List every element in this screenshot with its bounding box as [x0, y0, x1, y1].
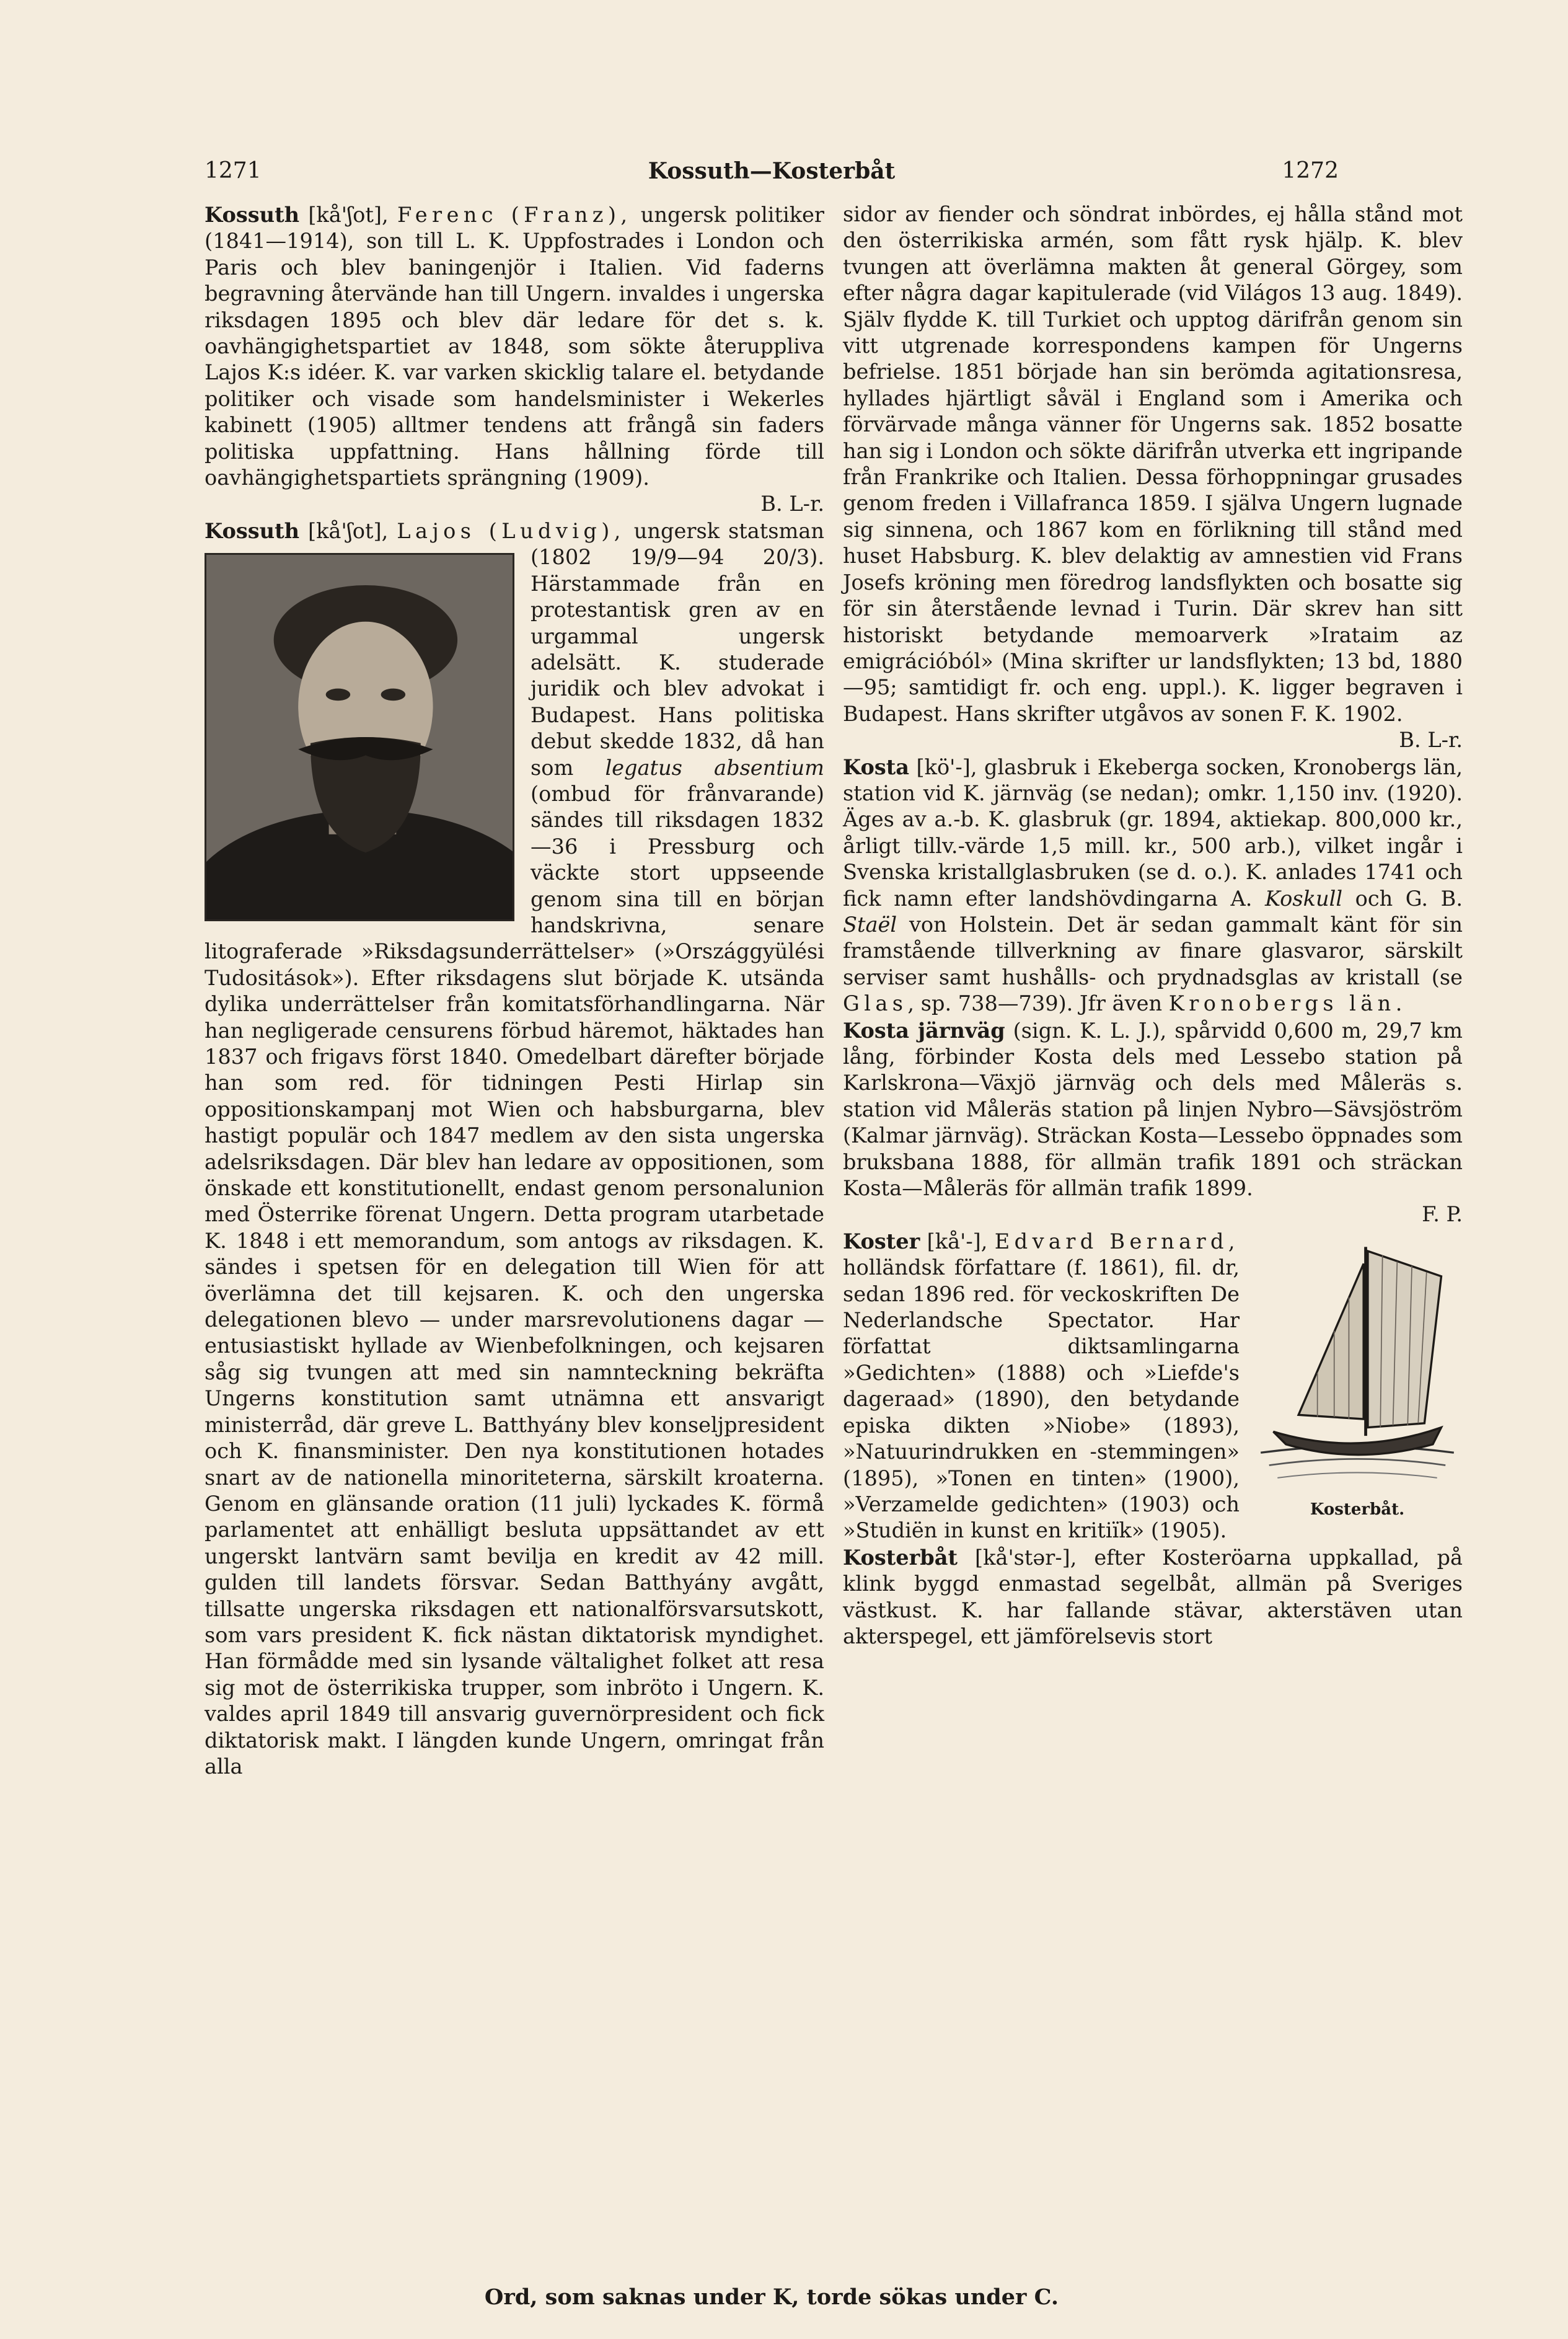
signature: B. L-r. [760, 492, 824, 516]
page-number-right: 1272 [1282, 158, 1339, 183]
given-name: Lajos (Ludvig), [397, 518, 625, 543]
page-footer-note: Ord, som saknas under K, torde sökas under C. [484, 2284, 1059, 2310]
portrait-image [205, 553, 514, 921]
cross-reference: Kronobergs län [1168, 991, 1396, 1016]
entry-kossuth-lajos-continued: sidor av fiender och söndrat inbördes, ej hålla stånd mot den österrikiska armén, som fått rysk hjälp. K. blev tvungen att överlämna makten åt general Görgey, som efter några dagar kapitulerade (vid Világos 13 aug. 1849). Själv flydde K. till Turkiet och upptog därifrån genom sin vitt utgrenade korrespondens kampen för Ungerns befrielse. 1851 började han sin berömda agitationsresa, hyllades hjärtligt såväl i England som i Amerika och förvärvade många vänner för Ungerns sak. 1852 bosatte han sig i London och sökte därifrån utverka ett ingripande från Frankrike och Italien. Dessa förhoppningar grusades genom freden i Villafranca 1859. I själva Ungern lugnade sig sinnena, och 1867 kom en förlikning till stånd med huset Habsburg. K. blev delaktig av amnestien vid Frans Josefs kröning men föredrog landsflykten och bosatte sig för sin återstående levnad i Turin. Där skrev han sitt historiskt betydande memoarverk »Irataim az emigrációból» (Mina skrifter ur landsflykten; 13 bd, 1880—95; samtidigt fr. och eng. uppl.). K. ligger begraven i Budapest. Hans skrifter utgåvos av sonen F. K. 1902. B. L-r. [843, 201, 1463, 754]
headword: Kossuth [205, 518, 299, 543]
page-header [205, 158, 1339, 195]
signature: B. L-r. [1399, 728, 1463, 753]
entry-kossuth-lajos: Kossuth [kå'ʃot], Lajos (Ludvig), ungersk statsman (1802 19/9—94 20/3). Härstammade från en protestantisk gren av en urgammal ungersk adelsätt. K. studerade juridik och blev advokat i Budapest. Hans politiska debut skedde 1832, då han som legatus absentium (ombud för frånvarande) sändes till riksdagen 1832—36 i Pressburg och väckte stort uppseende genom sina till en början handskrivna, senare litograferade »Riksdagsunderrättelser» (»Országgyülési Tudositások»). Efter riksdagens slut började K. utsända dylika underrättelser från komitatsförhandlingarna. När han negligerade censurens förbud häremot, häktades han 1837 och frigavs först 1840. Omedelbart därefter började han som red. för tidningen Pesti Hirlap sin oppositionskampanj mot Wien och habsburgarna, blev hastigt populär och 1847 medlem av den sista ungerska adelsriksdagen. Där blev han ledare av oppositionen, som önskade ett konstitutionellt, endast genom personalunion med Österrike förenat Ungern. Detta program utarbetade K. 1848 i ett memorandum, som antogs av riksdagen. K. sändes i spetsen för en delegation till Wien för att överlämna det till kejsaren. K. och den ungerska delegationen blevo — under marsrevolutionens dagar — entusiastiskt hyllade av Wienbefolkningen, och kejsaren såg sig tvungen att med sin namnteckning bekräfta Ungerns konstitution samt utnämna ett ansvarigt ministerråd, där greve L. Batthyány blev konseljpresident och K. finansminister. Den nya konstitutionen hotades snart av de nationella minoriteterna, särskilt kroaterna. Genom en glänsande oration (11 juli) lyckades K. förmå parlamentet att enhälligt besluta uppsättandet av ett ungerskt lantvärn samt bevilja en kredit av 42 mill. gulden till landets försvar. Sedan Batthyány avgått, tillsatte ungerska riksdagen ett nationalförsvarsutskott, som vars president K. fick nästan diktatorisk myndighet. Han förmådde med sin lysande vältalighet folket att resa sig mot de österrikiska trupper, som inbröto i Ungern. K. valdes april 1849 till ansvarig guvernörpresident och fick diktatorisk makt. I längden kunde Ungern, omringat från alla [205, 518, 824, 1780]
headword: Kossuth [205, 202, 299, 227]
cross-reference: Glas [843, 991, 908, 1016]
headword: Kosta [843, 754, 910, 779]
entry-koster: Koster [kå'-], Edvard Bernard, Kosterbåt. holländsk författare (f. 1861), fil. dr, sedan 1896 red. för veckoskriften De Nederlandsche Spectator. Har författat diktsamlingarna »Gedichten» (1888) och »Liefde's dageraad» (1890), den betydande episka dikten »Niobe» (1893), »Natuurindrukken en -stemmingen» (1895), »Tonen en tinten» (1900), »Verzamelde gedichten» (1903) och »Studiën in kunst en kritiïk» (1905). [843, 1228, 1463, 1544]
page-number-left: 1271 [205, 158, 262, 183]
headword: Kosterbåt [843, 1544, 958, 1570]
latin-term: legatus absentium [605, 755, 824, 780]
kosterbat-figure [1252, 1234, 1463, 1523]
sailboat-icon [1252, 1234, 1463, 1495]
entry-kossuth-ferenc: Kossuth [kå'ʃot], Ferenc (Franz), ungersk politiker (1841—1914), son till L. K. Uppfostrades i London och Paris och blev baningenjör i Italien. Vid faderns begravning återvände han till Ungern. invaldes i ungerska riksdagen 1895 och blev där ledare för det s. k. oavhängighetspartiet av 1848, som sökte återuppliva Lajos K:s idéer. K. var varken skicklig talare el. betydande politiker och visade som handelsminister i Wekerles kabinett (1905) alltmer tendens att frångå sin faders politiska uppfattning. Hans hållning förde till oavhängighetspartiets sprängning (1909). B. L-r. [205, 201, 824, 518]
headword: Koster [843, 1228, 920, 1254]
entry-kosta: Kosta [kö'-], glasbruk i Ekeberga socken, Kronobergs län, station vid K. järnväg (se nedan); omkr. 1,150 inv. (1920). Äges av a.-b. K. glasbruk (gr. 1894, aktiekap. 800,000 kr., årligt tillv.-värde 1,5 mill. kr., 500 arb.), vilket ingår i Svenska kristallglasbruken (se d. o.). K. anlades 1741 och fick namn efter landshövdingarna A. Koskull och G. B. Staël von Holstein. Det är sedan gammalt känt för sin framstående tillverkning av finare glasvaror, särskilt serviser samt hushålls- och prydnadsglas av kristall (se Glas, sp. 738—739). Jfr även Kronobergs län. [843, 754, 1463, 1016]
signature: F. P. [1422, 1202, 1463, 1227]
entry-kosta-jarnvag: Kosta järnväg (sign. K. L. J.), spårvidd 0,600 m, 29,7 km lång, förbinder Kosta dels med Lessebo station på Karlskrona—Växjö järnväg och dels med Måleräs s. station vid Måleräs station på linjen Nybro—Sävsjöström (Kalmar järnväg). Sträckan Kosta—Lessebo öppnades som bruksbana 1888, för allmän trafik 1891 och sträckan Kosta—Måleräs för allmän trafik 1899. F. P. [843, 1017, 1463, 1228]
given-name: Ferenc (Franz), [397, 203, 632, 227]
headword: Kosta järnväg [843, 1017, 1005, 1043]
running-title: Kossuth—Kosterbåt [648, 158, 896, 184]
left-column [205, 201, 824, 1780]
given-name: Edvard Bernard, [994, 1229, 1240, 1254]
entry-kosterbat: Kosterbåt [kå'stər-], efter Kosteröarna uppkallad, på klink byggd enmastad segelbåt, allmän på Sveriges västkust. K. har fallande stävar, akterstäven utan akterspegel, ett jämförelsevis stort [843, 1544, 1463, 1648]
figure-caption: Kosterbåt. [1310, 1500, 1405, 1519]
right-column [843, 201, 1463, 1650]
